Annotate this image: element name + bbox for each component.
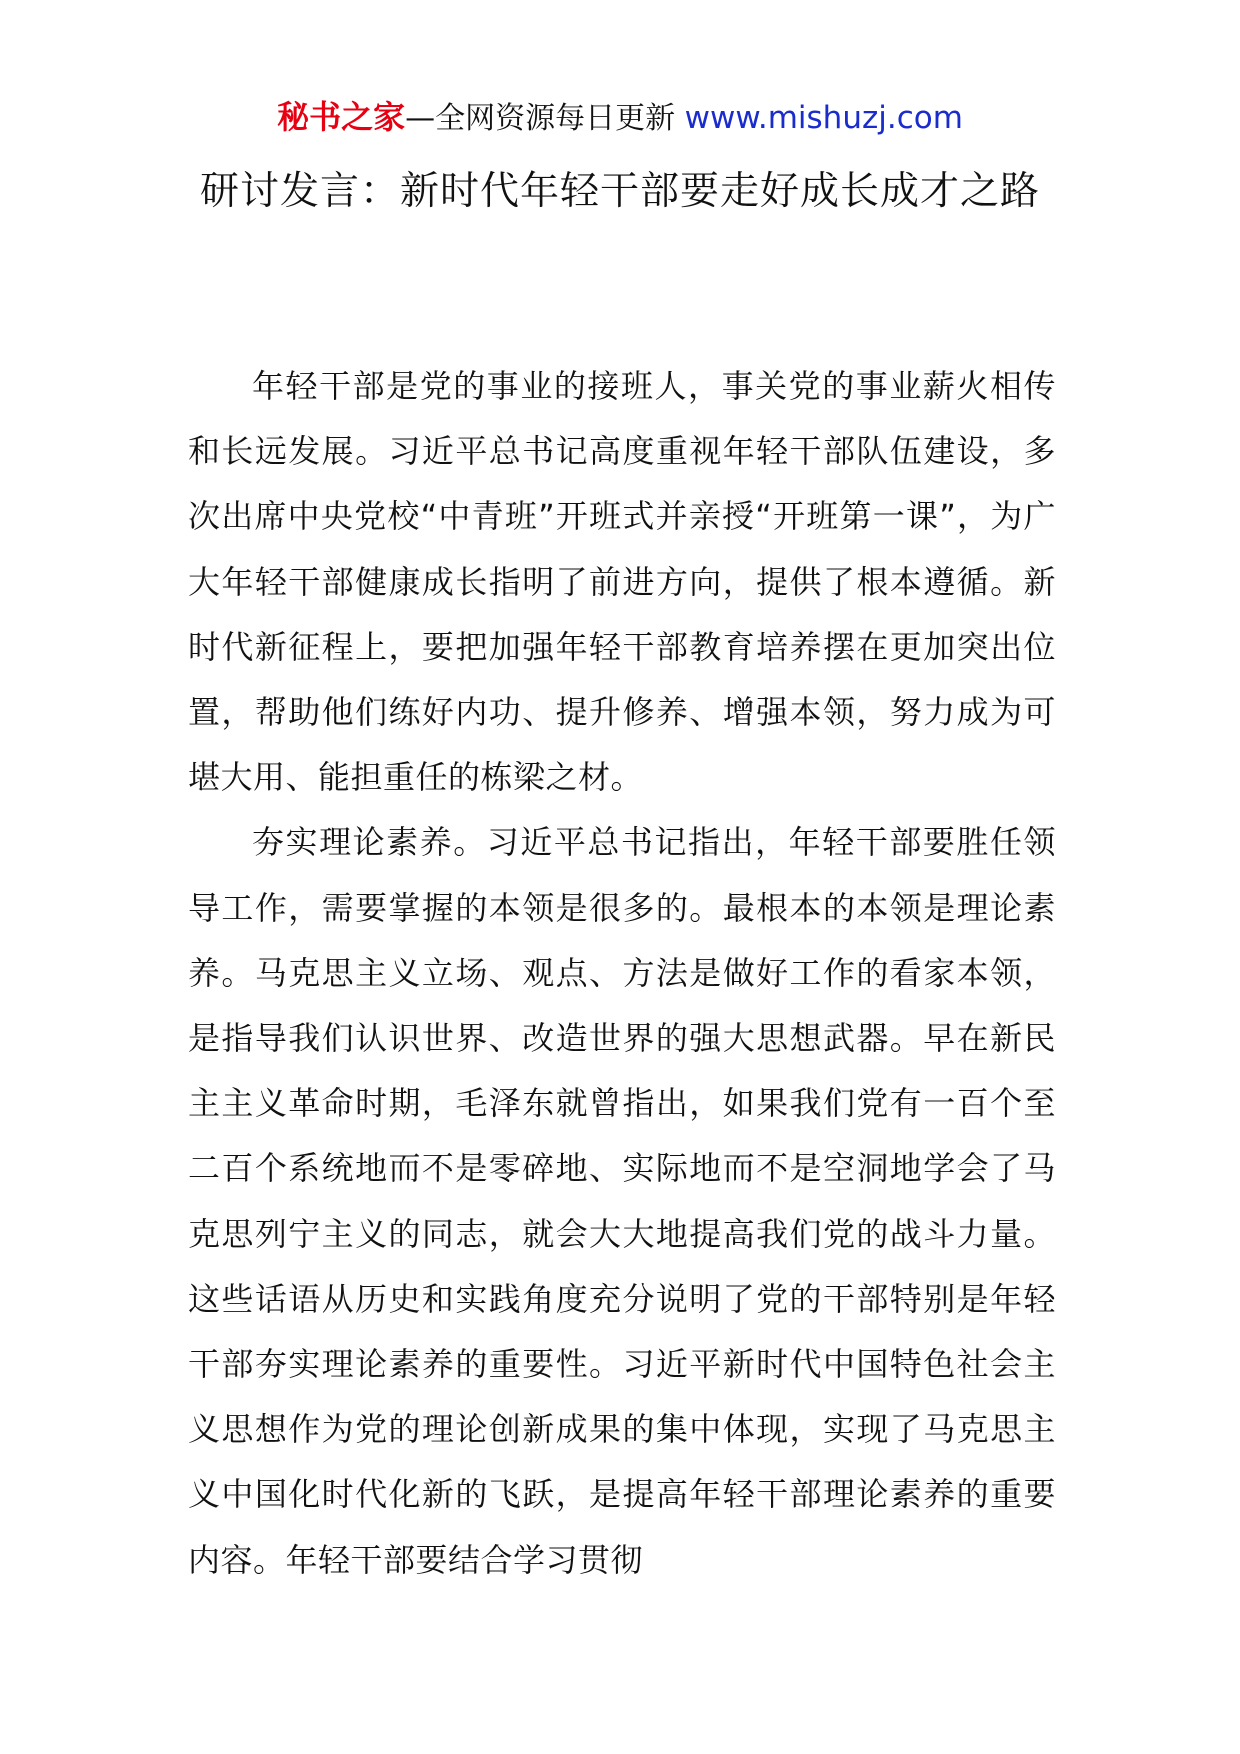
site-url-link[interactable]: www.mishuzj.com bbox=[684, 100, 963, 136]
site-tagline: —全网资源每日更新 bbox=[405, 101, 685, 136]
document-title: 研讨发言：新时代年轻干部要走好成长成才之路 bbox=[199, 169, 1040, 214]
body-paragraph-1: 年轻干部是党的事业的接班人，事关党的事业薪火相传和长远发展。习近平总书记高度重视年轻干部队伍建设，多次出席中央党校“中青班”开班式并亲授“开班第一课”，为广大年轻干部健康成长指明了前进方向，提供了根本遵循。新时代新征程上，要把加强年轻干部教育培养摆在更加突出位置，帮助他们练好内功、提升修养、增强本领，努力成为可堪大用、能担重任的栋梁之材。 bbox=[188, 367, 1056, 797]
site-brand: 秘书之家 bbox=[277, 98, 406, 136]
site-header bbox=[0, 98, 1240, 137]
document-body bbox=[188, 354, 1056, 1593]
body-paragraph-2: 夯实理论素养。习近平总书记指出，年轻干部要胜任领导工作，需要掌握的本领是很多的。最根本的本领是理论素养。马克思主义立场、观点、方法是做好工作的看家本领，是指导我们认识世界、改造世界的强大思想武器。早在新民主主义革命时期，毛泽东就曾指出，如果我们党有一百个至二百个系统地而不是零碎地、实际地而不是空洞地学会了马克思列宁主义的同志，就会大大地提高我们党的战斗力量。这些话语从历史和实践角度充分说明了党的干部特别是年轻干部夯实理论素养的重要性。习近平新时代中国特色社会主义思想作为党的理论创新成果的集中体现，实现了马克思主义中国化时代化新的飞跃，是提高年轻干部理论素养的重要内容。年轻干部要结合学习贯彻 bbox=[188, 823, 1056, 1579]
